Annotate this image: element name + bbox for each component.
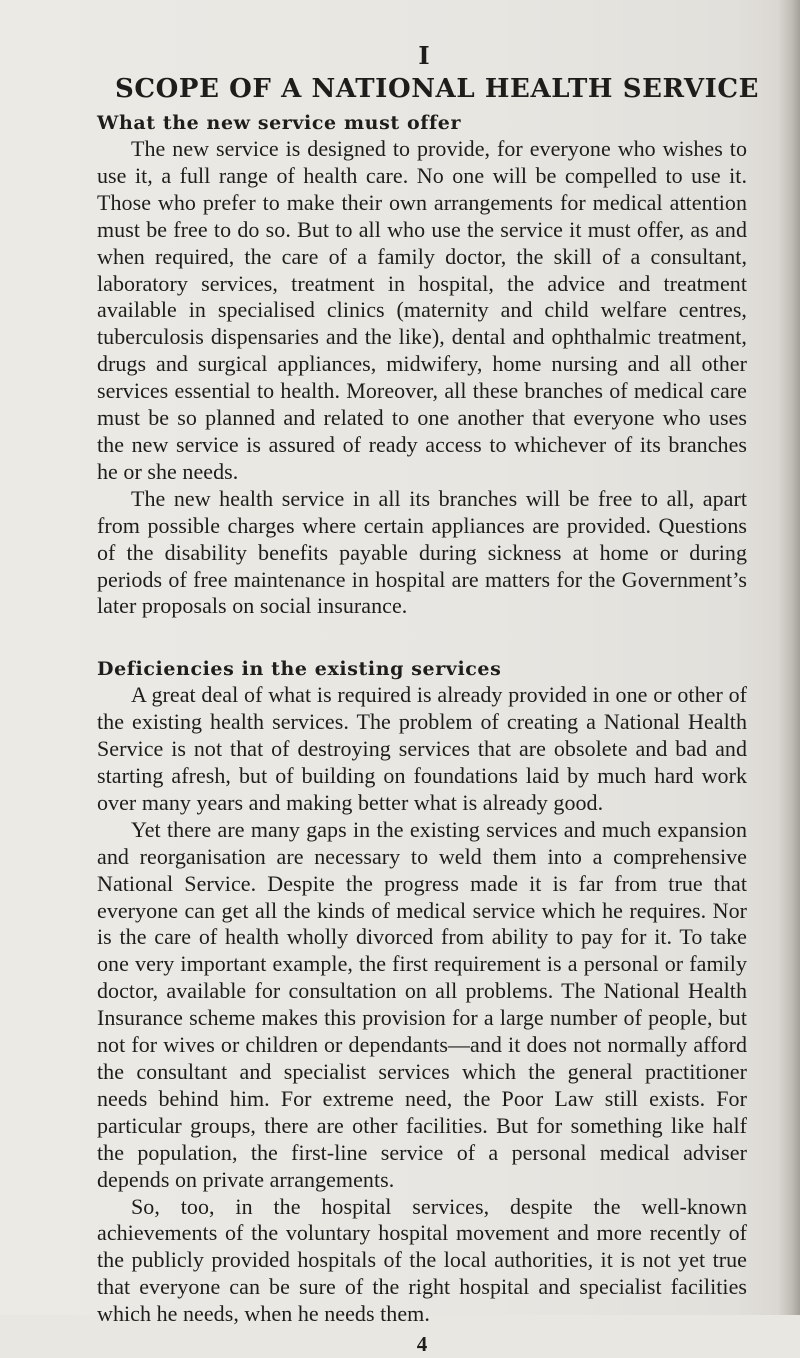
paragraph: The new service is designed to provide, for everyone who wishes to use it, a full range of health care. No one will be compelled to use it. Those who prefer to make their own arrangements for medical attention must be free to do so. But to all who use the service it must offer, as and when required, the care of a family doctor, the skill of a consultant, laboratory services, treatment in hospital, the advice and treatment available in specialised clinics (maternity and child welfare centres, tuberculosis dispensaries and the like), dental and ophthalmic treatment, drugs and surgical appliances, midwifery, home nursing and all other services essential to health. Moreover, all these branches of medical care must be so planned and related to one another that everyone who uses the new service is assured of ready access to whichever of its branches he or she needs.: [97, 136, 747, 484]
page-edge-shadow: [778, 0, 800, 1315]
chapter-number: I: [418, 41, 430, 70]
section-heading-offer: What the new service must offer: [97, 112, 462, 134]
section-heading-deficiencies: Deficiencies in the existing services: [97, 658, 502, 681]
paragraph: A great deal of what is required is already provided in one or other of the existing health services. The problem of creating a National Health Service is not that of destroying services that are obsolete and bad and starting afresh, but of building on foundations laid by much hard work over many years and making better what is already good.: [97, 682, 747, 815]
page-content: [97, 41, 760, 1358]
paragraph: The new health service in all its branches will be free to all, apart from possible charges where certain appliances are provided. Questions of the disability benefits payable during sickness at home or during periods of free maintenance in hospital are matters for the Government’s later proposals on social insurance.: [97, 485, 747, 619]
paragraph: Yet there are many gaps in the existing services and much expansion and reorganisation are necessary to weld them into a comprehensive National Service. Despite the progress made it is far from true that everyone can get all the kinds of medical service which he requires. Nor is the care of health wholly divorced from ability to pay for it. To take one very important example, the first requirement is a personal or family doctor, available for consultation on all problems. The National Health Insurance scheme makes this provision for a large number of people, but not for wives or children or dependants—and it does not normally afford the consultant and specialist services which the general practitioner needs behind him. For extreme need, the Poor Law still exists. For particular groups, there are other facilities. But for something like half the population, the first-line service of a personal medical adviser depends on private arrangements.: [97, 816, 747, 1192]
chapter-title: SCOPE OF A NATIONAL HEALTH SERVICE: [115, 74, 760, 104]
page-number: 4: [416, 1332, 428, 1357]
paragraph: So, too, in the hospital services, despite the well-known achievements of the voluntary hospital movement and more recently of the publicly provided hospitals of the local authorities, it is not yet true that everyone can be sure of the right hospital and specialist facilities which he needs, when he needs them.: [97, 1193, 747, 1327]
